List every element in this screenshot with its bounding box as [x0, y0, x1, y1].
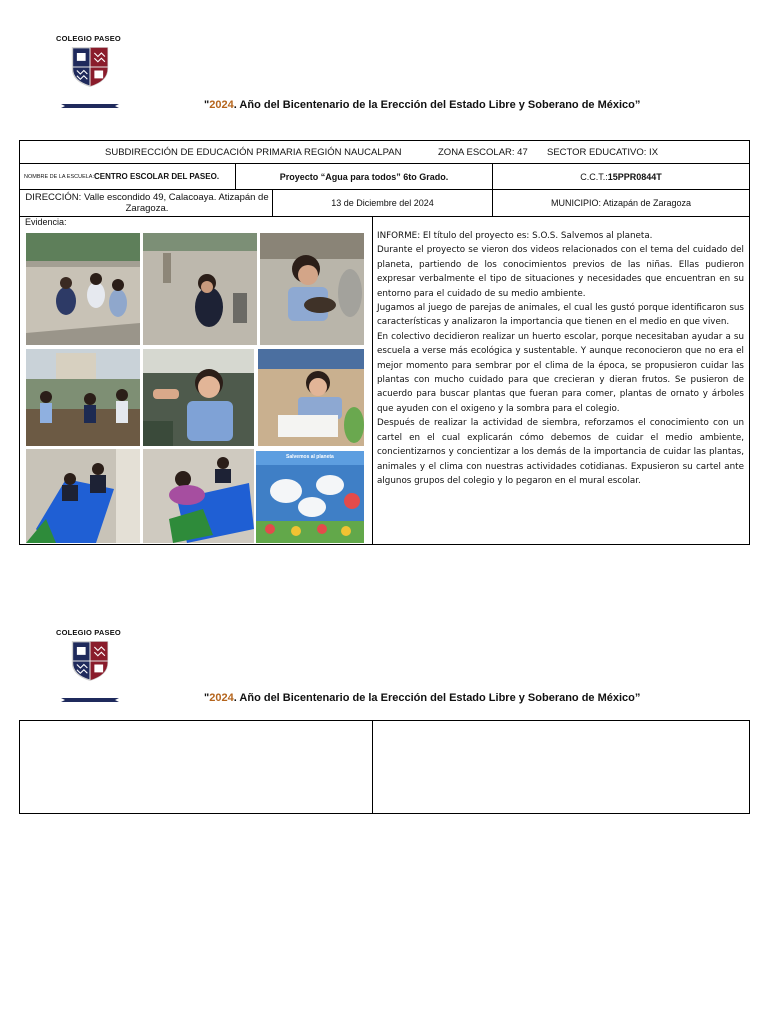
cct-cell: [493, 164, 749, 189]
school-logo-text-page2: COLEGIO PASEO: [56, 628, 121, 637]
motto-line: "2024. Año del Bicentenario de la Erección del Estado Libre y Soberano de México”: [204, 99, 641, 111]
school-crest-icon: [66, 46, 114, 88]
report-paragraph-3: Jugamos al juego de parejas de animales, el cual les gustó porque identificaron sus características y analizaron la importancia que tienen en el medio en que viven.: [377, 303, 744, 328]
project-name-text: Proyecto “Agua para todos” 6to Grado.: [279, 171, 449, 182]
evidence-photo-5: [143, 349, 254, 446]
school-logo-text: COLEGIO PASEO: [56, 34, 121, 43]
evidence-photo-1: [26, 233, 140, 345]
evidence-label: Evidencia:: [25, 217, 67, 227]
evidence-photo-9-poster: [256, 451, 364, 543]
report-paragraph-4: En colectivo decidieron realizar un huerto escolar, porque necesitaban ayudar a su escuela a verse más ecológica y sustentable. Y aunque reconocieron que no era el mejor momento para sembrar por el clima de la época, se propusieron cuidar las plantas con mucho cuidado para que crecieran y dieran frutos. Se pusieron de acuerdo para buscar plantas que fueran para comer, plantas de ornato y árboles que ayuden con el oxigeno y la sombra para el colegio.: [377, 331, 744, 414]
evidence-photo-4: [26, 349, 140, 446]
evidence-photo-7: [26, 449, 140, 543]
municipio-text: MUNICIPIO: Atizapán de Zaragoza: [550, 198, 692, 208]
report-paragraph-5: Después de realizar la actividad de siembra, reforzamos el conocimiento con un cartel en el cual explicarán cómo debemos de cuidar el medio ambiente, concientizarnos y concientizar a los demás de la importancia de cuidar las plantas, animales y el clima con nuestras actividades cotidianas. Expusieron su cartel ante algunos grupos del colegio y lo pegaron en el mural escolar.: [377, 418, 744, 486]
motto-year: 2024: [209, 692, 234, 704]
motto-year: 2024: [209, 99, 234, 111]
evidence-photo-8: [143, 449, 254, 543]
zona-escolar-text: ZONA ESCOLAR: 47: [438, 146, 528, 158]
school-name-value: CENTRO ESCOLAR DEL PASEO.: [94, 172, 220, 181]
subdireccion-text: SUBDIRECCIÓN DE EDUCACIÓN PRIMARIA REGIÓN NAUCALPAN: [105, 146, 402, 158]
report-text: [377, 229, 744, 488]
date-text: 13 de Diciembre del 2024: [331, 198, 434, 208]
cct-value: 15PPR0844T: [607, 171, 662, 182]
report-paragraph-2: Durante el proyecto se vieron dos videos relacionados con el tema del cuidado del planeta, partiendo de los conocimientos previos de las niñas. Ellas pudieron expresar verbalmente el tipo de situaciones y necesidades que encuentran en su entorno para el cuidado de su medio ambiente.: [377, 245, 744, 299]
evidence-photo-3: [260, 233, 364, 345]
report-paragraph-1: INFORME: El título del proyecto es: S.O.S. Salvemos al planeta.: [377, 231, 653, 241]
school-name-cell: [24, 164, 234, 189]
poster-title: Salvemos al planeta: [286, 454, 334, 460]
school-name-label: NOMBRE DE LA ESCUELA:: [24, 173, 94, 180]
cct-label: C.C.T.:: [580, 171, 608, 182]
direccion-text: DIRECCIÓN: Valle escondido 49, Calacoaya. Atizapán de Zaragoza.: [25, 192, 269, 214]
motto-line-page2: "2024. Año del Bicentenario de la Erección del Estado Libre y Soberano de México”: [204, 692, 641, 704]
evidence-photo-2: [143, 233, 257, 345]
sector-educativo-text: SECTOR EDUCATIVO: IX: [547, 146, 659, 158]
crest-ribbon-icon: [61, 103, 119, 109]
evidence-photo-6: [258, 349, 364, 446]
page2-table: [19, 720, 750, 814]
crest-ribbon-icon: [61, 697, 119, 703]
school-crest-icon: [66, 640, 114, 682]
